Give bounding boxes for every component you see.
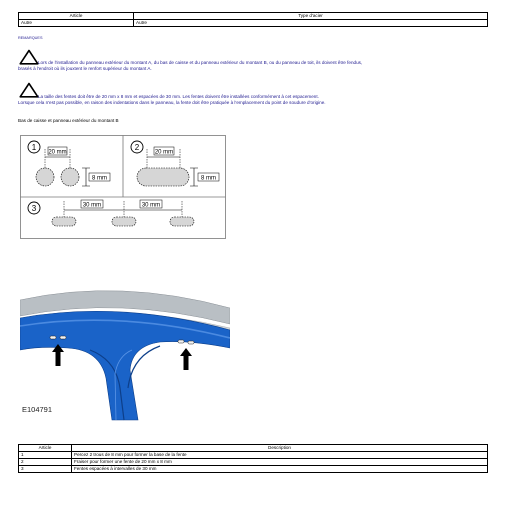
note-1	[18, 60, 498, 73]
note-2-line-2: Lorsque cela n'est pas possible, en raison des indentations dans le panneau, la fente doit être pratiquée à l'emplacement du point de soudure d'origine.	[18, 100, 326, 106]
cell-description: Percez 2 trous de 8 mm pour former la base de la fente	[72, 452, 488, 459]
note-2-line-1: La taille des fentes doit être de 20 mm x 8 mm et espacées de 30 mm. Les fentes doivent être installées conformément à cet espacement.	[38, 94, 319, 99]
dimension-spacing-label: 30 mm	[82, 202, 102, 209]
slot	[170, 217, 194, 226]
photo-code: E104791	[22, 405, 53, 414]
drilled-hole	[61, 168, 79, 186]
steel-type-table	[18, 12, 488, 27]
note-2	[18, 94, 498, 107]
table-row	[19, 459, 488, 466]
milled-slot	[137, 168, 189, 186]
note-1-line-2: brasés à l'endroit où ils jouxtent le renfort supérieur du montant A.	[18, 66, 152, 72]
cell-article: 1	[19, 452, 72, 459]
table-row	[19, 466, 488, 473]
column-header-article: Article	[19, 13, 134, 20]
slot-marker	[60, 336, 66, 339]
cell-description: Fraiser pour former une fente de 20 mm x 8 mm	[72, 459, 488, 466]
table-row	[19, 20, 488, 27]
panel-number: 3	[31, 204, 37, 213]
panel-number: 1	[31, 143, 37, 152]
table-header-row	[19, 445, 488, 452]
table-row	[19, 452, 488, 459]
dimension-height-label: 8 mm	[201, 175, 216, 182]
slot-marker	[178, 340, 184, 343]
steps-table	[18, 444, 488, 473]
slot	[112, 217, 136, 226]
cell-article: 2	[19, 459, 72, 466]
slot-marker	[188, 341, 194, 344]
dimension-spacing-label: 30 mm	[141, 202, 161, 209]
cell-article: Autre	[19, 20, 134, 27]
panel-number: 2	[134, 143, 140, 152]
dimension-height-label: 8 mm	[92, 175, 107, 182]
slot	[52, 217, 76, 226]
slot-dimension-diagram	[20, 135, 226, 239]
dimension-width-label: 20 mm	[154, 149, 174, 156]
column-header-description: Description	[72, 445, 488, 452]
slot-marker	[50, 336, 56, 339]
dimension-width-label: 20 mm	[48, 149, 67, 156]
note-1-line-1: Lors de l'installation du panneau extérieur du montant A, du bas de caisse et du panneau extérieur du montant B, ou du panneau de toit, ils doivent être fendus,	[38, 60, 363, 65]
table-header-row	[19, 13, 488, 20]
column-header-article: Article	[19, 445, 72, 452]
cell-steel-type: Autre	[134, 20, 488, 27]
drilled-hole	[36, 168, 54, 186]
column-header-steel-type: Type d'acier	[134, 13, 488, 20]
cell-description: Fentes espacées à intervalles de 30 mm	[72, 466, 488, 473]
remarks-heading: REMARQUES	[18, 36, 43, 40]
b-pillar-photo	[20, 270, 230, 430]
cell-article: 3	[19, 466, 72, 473]
section-title: Bas de caisse et panneau extérieur du montant B	[18, 118, 119, 123]
